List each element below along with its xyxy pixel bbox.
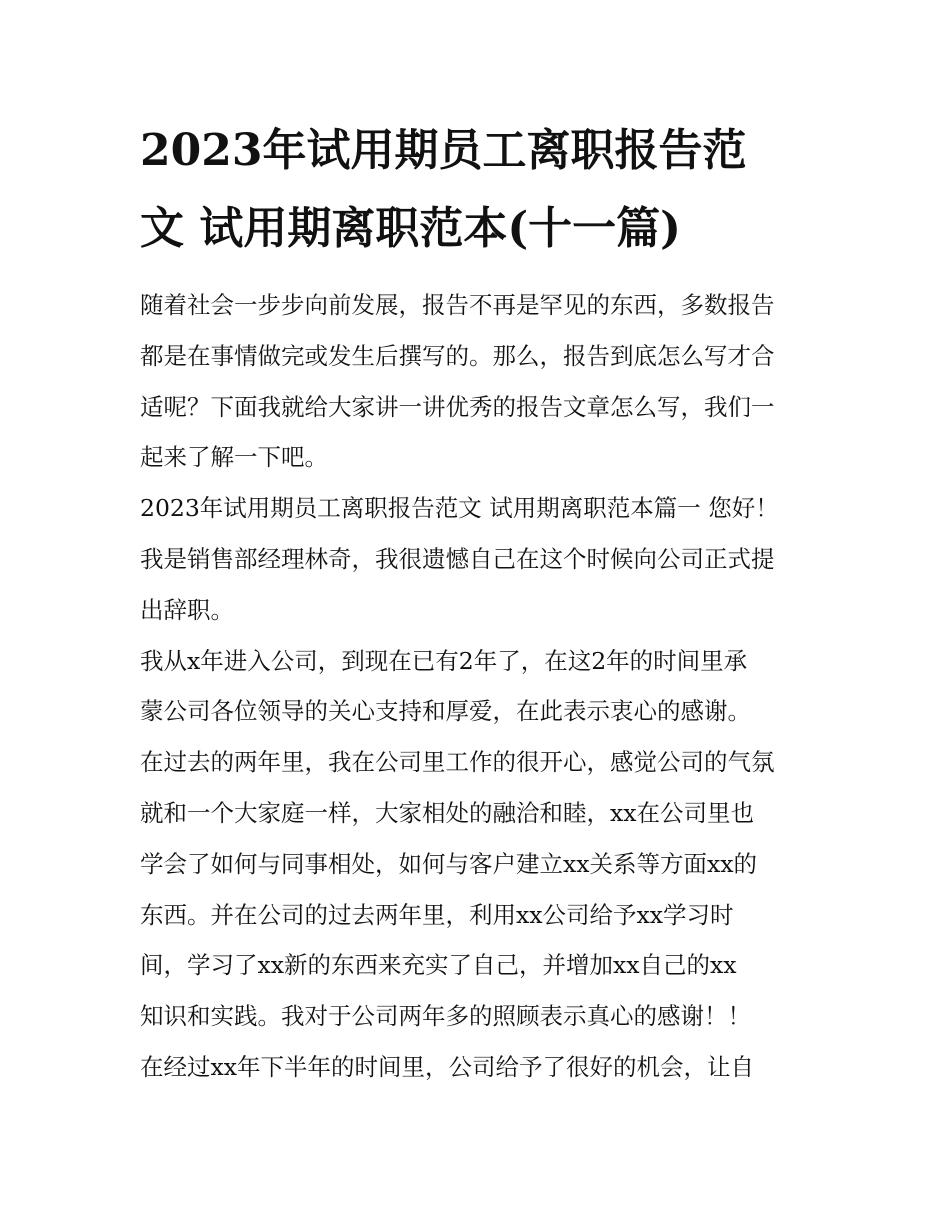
body-line: 我从x年进入公司，到现在已有2年了，在这2年的时间里承 (140, 646, 748, 675)
body-line: 蒙公司各位领导的关心支持和厚爱，在此表示衷心的感谢。 (140, 697, 751, 726)
body-line: 学会了如何与同事相处，如何与客户建立xx关系等方面xx的 (140, 849, 758, 878)
body-line: 东西。并在公司的过去两年里，利用xx公司给予xx学习时 (140, 900, 734, 929)
body-line: 出辞职。 (140, 595, 234, 624)
body-line: 起来了解一下吧。 (140, 443, 328, 472)
body-line: 就和一个大家庭一样，大家相处的融洽和睦，xx在公司里也 (140, 798, 755, 827)
document-body (140, 280, 820, 1093)
body-line: 适呢？下面我就给大家讲一讲优秀的报告文章怎么写，我们一 (140, 392, 775, 421)
body-line: 知识和实践。我对于公司两年多的照顾表示真心的感谢！！ (140, 1002, 751, 1031)
body-line: 在经过xx年下半年的时间里，公司给予了很好的机会，让自 (140, 1052, 755, 1081)
body-line: 都是在事情做完或发生后撰写的。那么，报告到底怎么写才合 (140, 341, 775, 370)
body-line: 在过去的两年里，我在公司里工作的很开心，感觉公司的气氛 (140, 748, 775, 777)
document-title (140, 112, 820, 268)
body-line: 随着社会一步步向前发展，报告不再是罕见的东西，多数报告 (140, 291, 775, 319)
title-line: 2023年试用期员工离职报告范 (140, 125, 747, 176)
body-line: 间，学习了xx新的东西来充实了自己，并增加xx自己的xx (140, 951, 737, 980)
body-line: 2023年试用期员工离职报告范文 试用期离职范本篇一 您好！ (140, 494, 779, 523)
body-line: 我是销售部经理林奇，我很遗憾自己在这个时候向公司正式提 (140, 544, 775, 573)
title-line: 文 试用期离职范本(十一篇) (140, 203, 681, 254)
